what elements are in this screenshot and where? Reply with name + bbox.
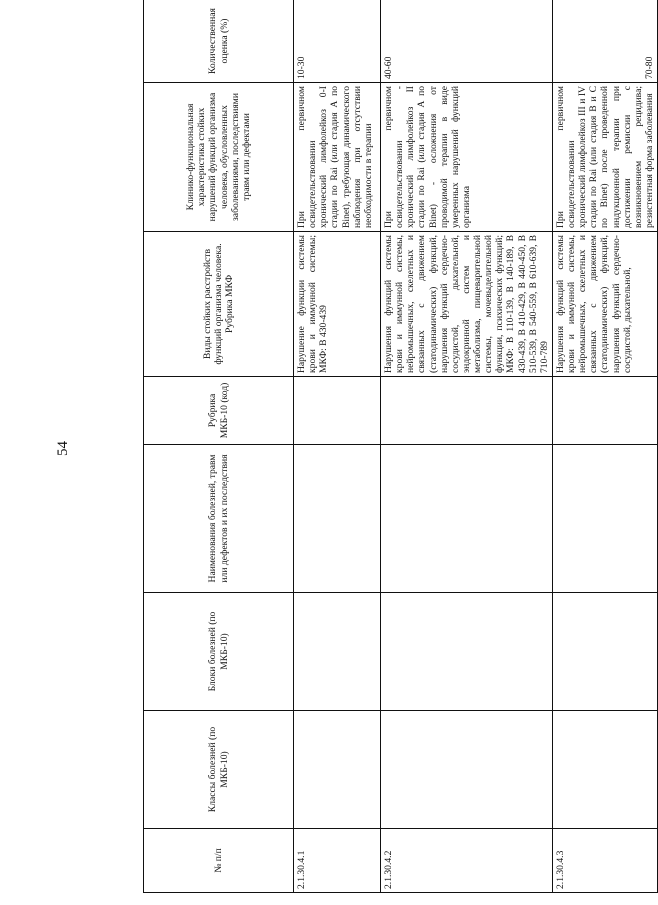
row-num: 2.1.30.4.1 — [294, 829, 381, 893]
header-names: Наименования болезней, травм или дефектов и их последствия — [144, 445, 294, 593]
row-num: 2.1.30.4.3 — [552, 829, 657, 893]
row-criteria: При первичном освидетельствовании хронический лимфолейкоз III и IV стадии по Rai (или стадия В и С по Binet) после проведенной индукционной терапии при достижении ремиссии с возникновением рецидива; резистентная форма заболевания — [552, 83, 657, 232]
row-num: 2.1.30.4.2 — [381, 829, 553, 893]
header-blocks: Блоки болезней (по МКБ-10) — [144, 593, 294, 711]
disability-criteria-table — [143, 0, 658, 893]
row-blocks — [294, 593, 381, 711]
row-classes — [381, 711, 553, 829]
table-row — [294, 0, 381, 893]
table-row — [381, 0, 553, 893]
table-row — [552, 0, 657, 893]
row-names — [381, 445, 553, 593]
row-code — [552, 377, 657, 445]
row-names — [294, 445, 381, 593]
header-criteria: Клинико-функциональная характеристика стойких нарушений функций организма человека, обусловленных заболеваниями, последствиями травм или дефектами — [144, 83, 294, 232]
row-classes — [552, 711, 657, 829]
row-score: 40-60 — [381, 0, 553, 83]
row-names — [552, 445, 657, 593]
table-header-row — [144, 0, 294, 893]
row-code — [294, 377, 381, 445]
row-score: 70-80 — [552, 0, 657, 83]
row-types: Нарушения функций системы крови и иммунной системы, нейромышечных, скелетных и связанных с движением (статодинамических) функций, нарушения функций сердечно-сосудистой, дыхательной, — [552, 232, 657, 377]
rotated-table-container — [143, 0, 655, 893]
row-criteria: При первичном освидетельствовании - хронический лимфолейкоз II стадии по Rai (или стадия А по Binet) - осложнения от проводимой терапии в виде умеренных нарушений функций организма — [381, 83, 553, 232]
row-criteria: При первичном освидетельствовании хронический лимфолейкоз 0-I стадии по Rai (или стадия А по Binet), требующая динамического наблюдения при отсутствии необходимости в терапии — [294, 83, 381, 232]
header-num: № п/п — [144, 829, 294, 893]
row-types: Нарушения функций системы крови и иммунной системы, нейромышечных, скелетных и связанных с движением (статодинамических) функций, нарушения функций сердечно-сосудистой, дыхательной, эндокринной систем и метаболизма, пищеварительной системы, мочевыделительной функции, психических функций; МКФ: В 110-139, В 140-189, В 430-439, В 410-429, В 440-450, В 510-539, В 540-559, В 610-639, В 710-789 — [381, 232, 553, 377]
row-blocks — [381, 593, 553, 711]
header-code: Рубрика МКБ-10 (код) — [144, 377, 294, 445]
row-blocks — [552, 593, 657, 711]
row-types: Нарушение функции системы крови и иммунной системы; МКФ: В 430-439 — [294, 232, 381, 377]
row-classes — [294, 711, 381, 829]
row-score: 10-30 — [294, 0, 381, 83]
header-types: Виды стойких расстройств функций организма человека. Рубрика МКФ — [144, 232, 294, 377]
header-score: Количественная оценка (%) — [144, 0, 294, 83]
row-code — [381, 377, 553, 445]
header-classes: Классы болезней (по МКБ-10) — [144, 711, 294, 829]
page-number: 54 — [55, 441, 71, 456]
